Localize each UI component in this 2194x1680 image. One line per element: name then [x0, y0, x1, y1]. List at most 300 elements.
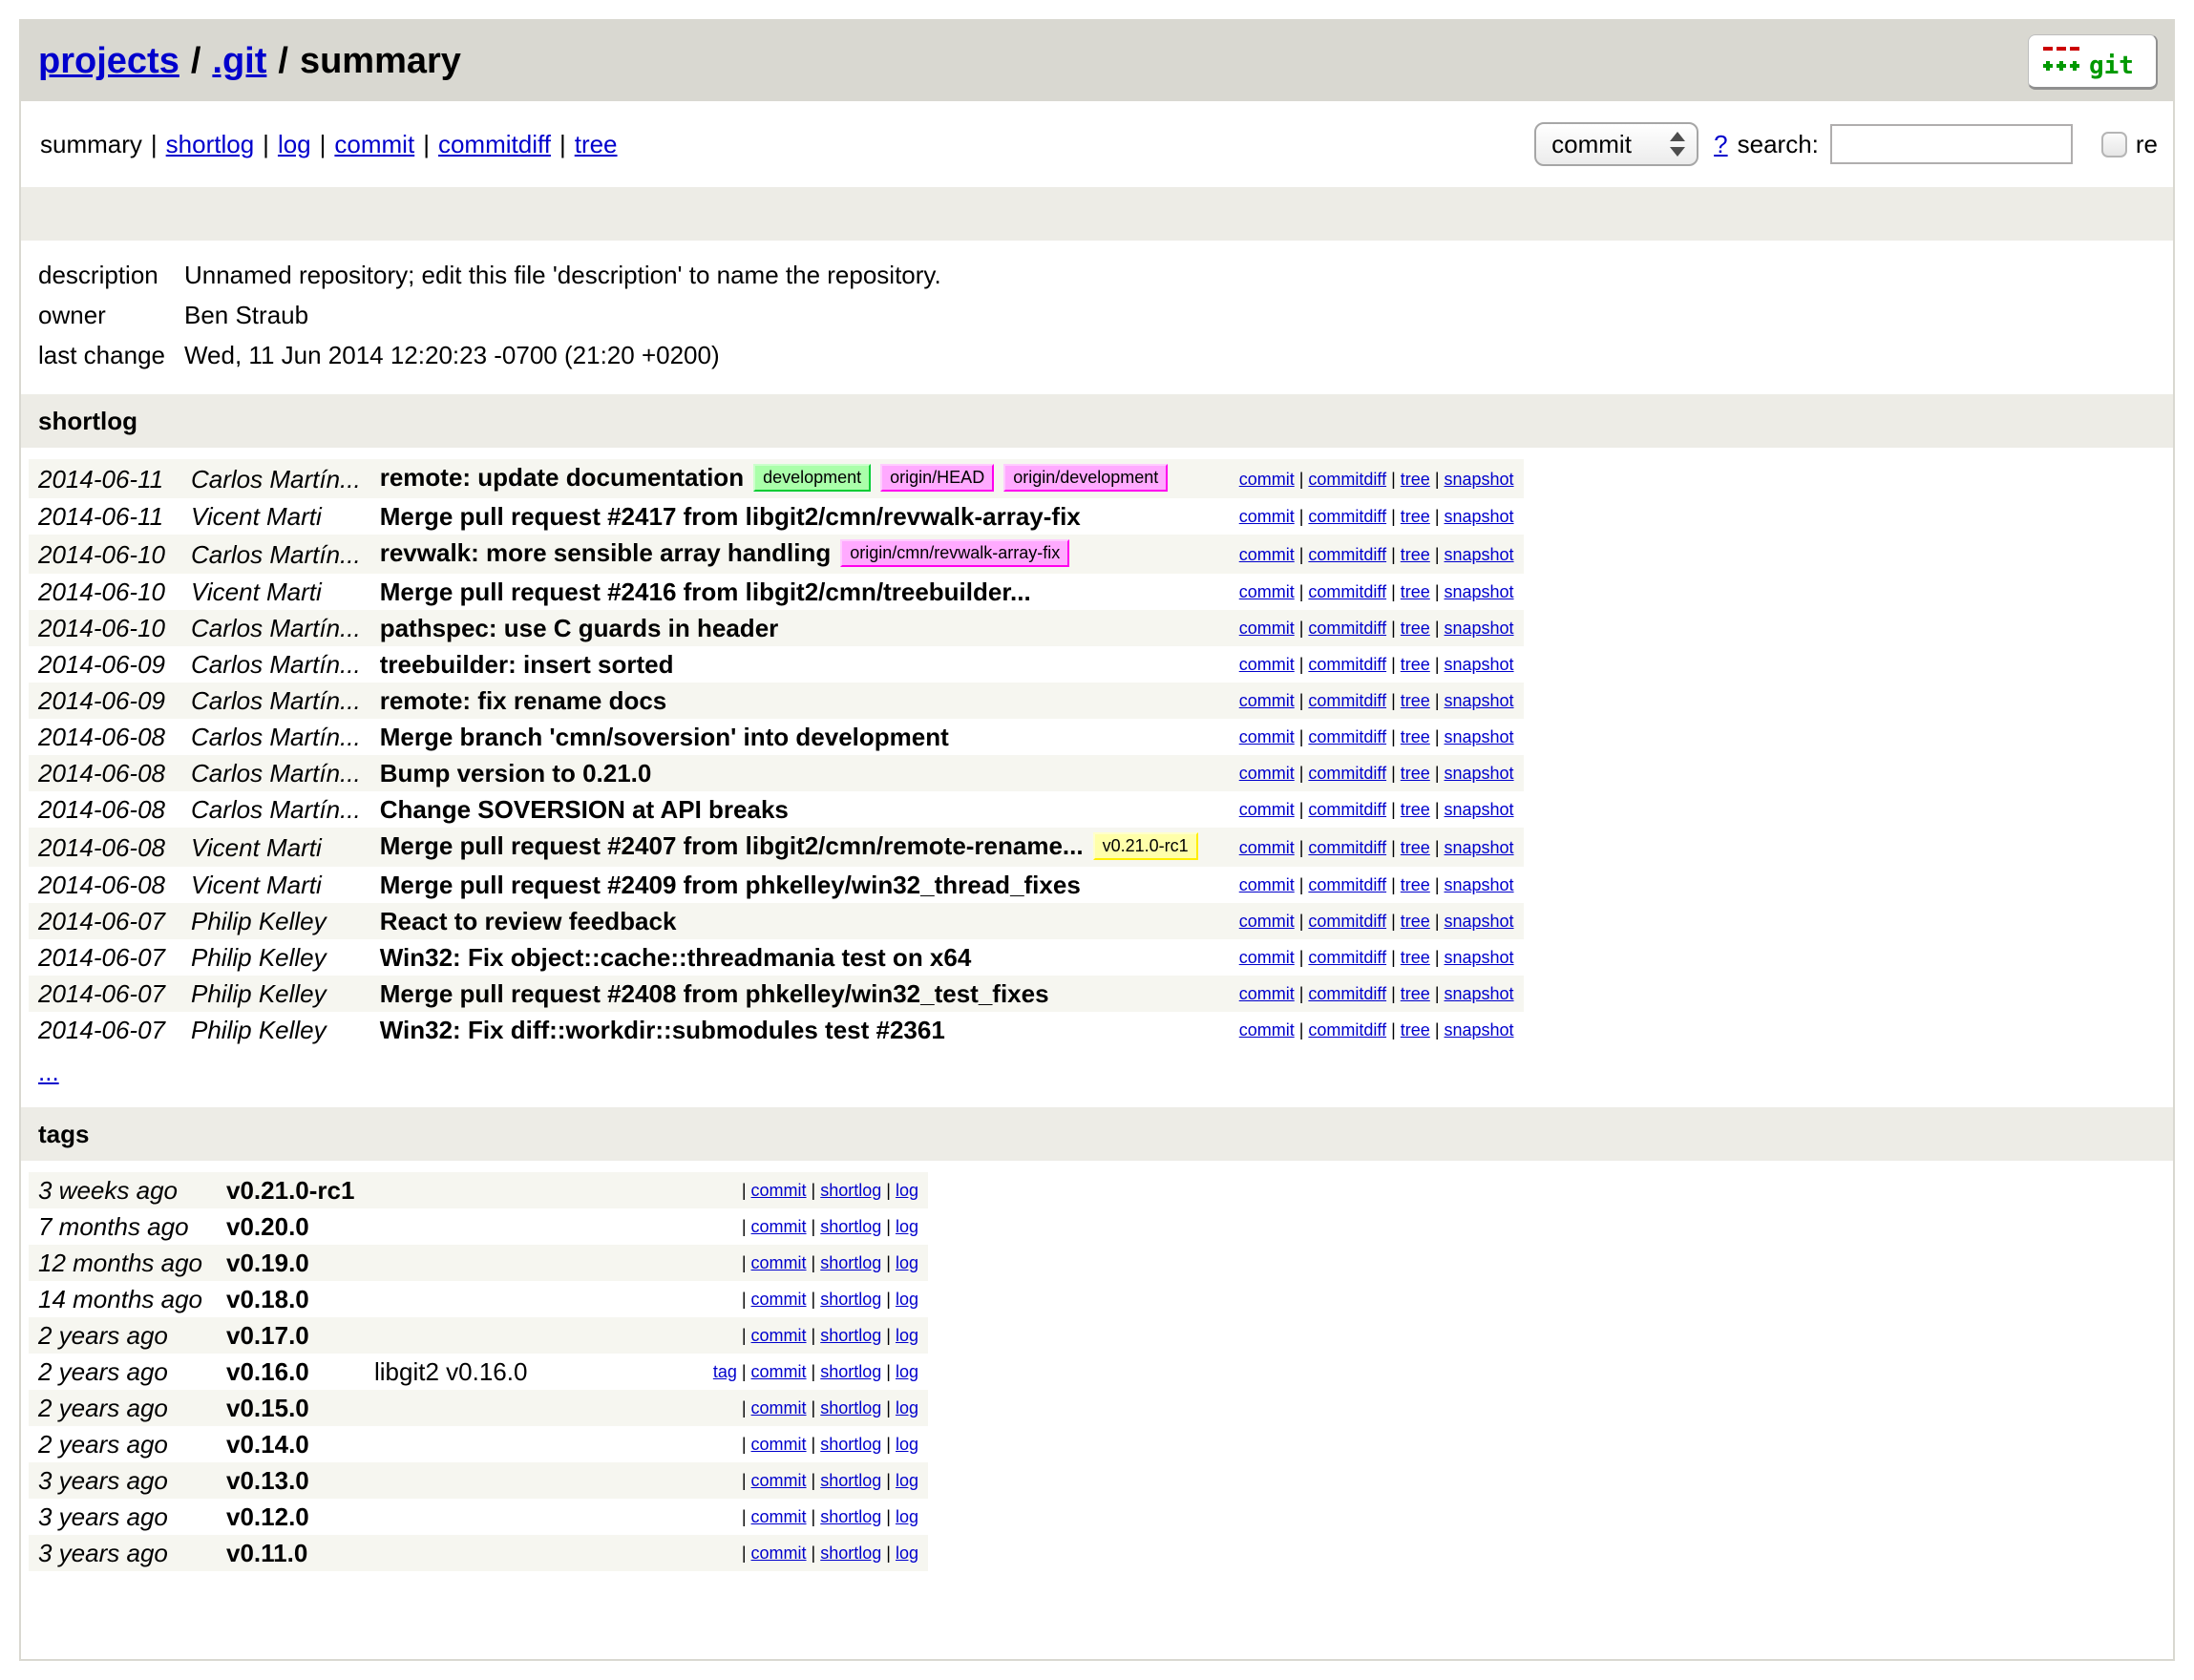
row-action-snapshot[interactable]: snapshot: [1444, 984, 1514, 1003]
commit-author: Carlos Martín...: [191, 539, 361, 569]
action-separator: |: [741, 1181, 747, 1200]
tag-comment-link[interactable]: libgit2 v0.16.0: [374, 1357, 528, 1386]
row-action-tree[interactable]: tree: [1400, 1020, 1430, 1040]
commit-author: Philip Kelley: [191, 943, 327, 972]
commit-subject-link[interactable]: treebuilder: insert sorted: [379, 650, 674, 679]
tag-name-cell: [217, 1426, 365, 1462]
action-separator: |: [1298, 507, 1304, 526]
nav-item-summary: summary: [40, 129, 142, 158]
tag-name-link[interactable]: v0.12.0: [226, 1502, 309, 1531]
regexp-checkbox[interactable]: [2101, 132, 2127, 158]
row-action-snapshot[interactable]: snapshot: [1444, 507, 1514, 526]
commit-message-cell: [370, 459, 1230, 498]
commit-date: 2014-06-10: [38, 539, 165, 569]
shortlog-row: [29, 610, 1524, 646]
tag-comment-cell: [365, 1535, 689, 1571]
tag-actions: [689, 1172, 928, 1208]
tag-row: [29, 1172, 928, 1208]
action-separator: |: [886, 1471, 891, 1490]
action-separator: |: [1298, 1020, 1304, 1040]
commit-actions: [1230, 828, 1524, 867]
info-label-last-change: last change: [38, 341, 165, 369]
tag-name-cell: [217, 1462, 365, 1499]
commit-author: Vicent Marti: [191, 502, 322, 531]
tag-action-commit[interactable]: commit: [750, 1544, 807, 1563]
tag-name-link[interactable]: v0.19.0: [226, 1249, 309, 1277]
row-action-tree[interactable]: tree: [1400, 912, 1430, 931]
commit-message-cell: [370, 903, 1230, 939]
breadcrumb-item-git[interactable]: .git: [212, 40, 267, 81]
action-separator: |: [1298, 655, 1304, 674]
shortlog-row: [29, 1012, 1524, 1048]
tag-name-link[interactable]: v0.13.0: [226, 1466, 309, 1495]
tag-action-commit[interactable]: commit: [750, 1507, 807, 1526]
action-separator: |: [1298, 912, 1304, 931]
tag-action-shortlog[interactable]: shortlog: [820, 1544, 882, 1563]
shortlog-row: [29, 939, 1524, 976]
repo-info-row-owner: [29, 295, 951, 335]
action-separator: |: [811, 1326, 816, 1345]
tag-action-log[interactable]: log: [895, 1362, 918, 1381]
ref-badge-remote[interactable]: origin/cmn/revwalk-array-fix: [840, 539, 1069, 567]
info-value-owner: Ben Straub: [183, 301, 309, 329]
nav-item-commitdiff[interactable]: commitdiff: [437, 129, 551, 158]
row-action-snapshot[interactable]: snapshot: [1444, 655, 1514, 674]
tags-table: [29, 1172, 928, 1571]
action-separator: |: [1434, 875, 1440, 894]
commit-actions: [1230, 574, 1524, 610]
commit-date: 2014-06-09: [38, 650, 165, 679]
tag-comment-cell: [365, 1172, 689, 1208]
action-separator: |: [1298, 469, 1304, 489]
row-action-commitdiff[interactable]: commitdiff: [1308, 1020, 1387, 1040]
commit-message-cell: [370, 646, 1230, 682]
commit-message-cell: [370, 939, 1230, 976]
action-separator: |: [1434, 800, 1440, 819]
row-action-snapshot[interactable]: snapshot: [1444, 912, 1514, 931]
tag-actions: [689, 1426, 928, 1462]
commit-actions: [1230, 976, 1524, 1012]
tag-action-commit[interactable]: commit: [750, 1362, 807, 1381]
tag-age: 2 years ago: [38, 1321, 168, 1350]
row-action-commitdiff[interactable]: commitdiff: [1308, 800, 1387, 819]
row-action-commitdiff[interactable]: commitdiff: [1308, 507, 1387, 526]
action-separator: |: [886, 1253, 891, 1272]
nav-separator: |: [150, 129, 158, 158]
tag-name-cell: [217, 1245, 365, 1281]
commit-subject-link[interactable]: Merge pull request #2408 from phkelley/win32_test_fixes: [379, 979, 1049, 1008]
commit-author: Philip Kelley: [191, 1016, 327, 1044]
commit-message-cell: [370, 719, 1230, 755]
action-separator: |: [1391, 984, 1396, 1003]
row-action-snapshot[interactable]: snapshot: [1444, 764, 1514, 783]
tag-action-log[interactable]: log: [895, 1471, 918, 1490]
commit-author: Carlos Martín...: [191, 723, 361, 751]
action-separator: |: [1298, 691, 1304, 710]
commit-message-cell: [370, 1012, 1230, 1048]
commit-message-cell: [370, 867, 1230, 903]
row-action-commit[interactable]: commit: [1238, 800, 1295, 819]
ref-badge-tag[interactable]: v0.21.0-rc1: [1093, 832, 1198, 860]
action-separator: |: [811, 1253, 816, 1272]
tag-action-commit[interactable]: commit: [750, 1398, 807, 1418]
action-separator: |: [1298, 764, 1304, 783]
shortlog-row: [29, 498, 1524, 535]
row-action-commitdiff[interactable]: commitdiff: [1308, 691, 1387, 710]
row-action-commit[interactable]: commit: [1238, 691, 1295, 710]
row-action-commitdiff[interactable]: commitdiff: [1308, 875, 1387, 894]
tag-action-shortlog[interactable]: shortlog: [820, 1362, 882, 1381]
breadcrumb-separator: /: [190, 40, 201, 81]
commit-actions: [1230, 459, 1524, 498]
commit-date: 2014-06-08: [38, 759, 165, 788]
commit-subject-link[interactable]: Merge pull request #2417 from libgit2/cmn/revwalk-array-fix: [379, 502, 1081, 531]
nav-item-tree[interactable]: tree: [574, 129, 618, 158]
row-action-tree[interactable]: tree: [1400, 507, 1430, 526]
page-header: [21, 21, 2173, 101]
row-action-tree[interactable]: tree: [1400, 691, 1430, 710]
row-action-commit[interactable]: commit: [1238, 727, 1295, 746]
row-action-snapshot[interactable]: snapshot: [1444, 875, 1514, 894]
tag-action-commit[interactable]: commit: [750, 1471, 807, 1490]
action-separator: |: [741, 1253, 747, 1272]
tag-age: 2 years ago: [38, 1394, 168, 1422]
shortlog-row: [29, 903, 1524, 939]
tag-row: [29, 1281, 928, 1317]
action-separator: |: [741, 1362, 747, 1381]
commit-message-cell: [370, 755, 1230, 791]
tag-name-cell: [217, 1354, 365, 1390]
repo-info: [21, 241, 2173, 394]
action-separator: |: [1391, 544, 1396, 564]
row-action-tree[interactable]: tree: [1400, 984, 1430, 1003]
action-separator: |: [1391, 875, 1396, 894]
row-action-commitdiff[interactable]: commitdiff: [1308, 655, 1387, 674]
nav-item-log[interactable]: log: [277, 129, 311, 158]
commit-actions: [1230, 535, 1524, 574]
tag-action-log[interactable]: log: [895, 1435, 918, 1454]
page-nav: [21, 101, 2173, 187]
tag-row: [29, 1462, 928, 1499]
commit-actions: [1230, 903, 1524, 939]
row-action-snapshot[interactable]: snapshot: [1444, 469, 1514, 489]
tag-action-shortlog[interactable]: shortlog: [820, 1326, 882, 1345]
action-separator: |: [1434, 582, 1440, 601]
action-separator: |: [1434, 837, 1440, 857]
action-separator: |: [1391, 691, 1396, 710]
row-action-tree[interactable]: tree: [1400, 948, 1430, 967]
action-separator: |: [1298, 948, 1304, 967]
action-separator: |: [886, 1507, 891, 1526]
shortlog-row: [29, 646, 1524, 682]
tag-name-cell: [217, 1172, 365, 1208]
tag-name-cell: [217, 1281, 365, 1317]
commit-subject-link[interactable]: Merge pull request #2409 from phkelley/win32_thread_fixes: [379, 871, 1081, 899]
action-separator: |: [741, 1326, 747, 1345]
commit-message-cell: [370, 574, 1230, 610]
commit-actions: [1230, 646, 1524, 682]
action-separator: |: [741, 1217, 747, 1236]
commit-date: 2014-06-11: [38, 464, 164, 494]
git-logo-button[interactable]: [2028, 34, 2158, 90]
shortlog-more-row: [29, 1048, 1524, 1098]
row-action-tree[interactable]: tree: [1400, 875, 1430, 894]
tag-comment-cell: [365, 1354, 689, 1390]
tag-action-commit[interactable]: commit: [750, 1217, 807, 1236]
tag-comment-cell: [365, 1462, 689, 1499]
tag-action-commit[interactable]: commit: [750, 1181, 807, 1200]
row-action-commit[interactable]: commit: [1238, 655, 1295, 674]
tag-action-commit[interactable]: commit: [750, 1435, 807, 1454]
tag-name-link[interactable]: v0.14.0: [226, 1430, 309, 1459]
regexp-label: re: [2135, 129, 2158, 158]
row-action-commitdiff[interactable]: commitdiff: [1308, 984, 1387, 1003]
row-action-tree[interactable]: tree: [1400, 727, 1430, 746]
action-separator: |: [741, 1507, 747, 1526]
action-separator: |: [811, 1435, 816, 1454]
row-action-commitdiff[interactable]: commitdiff: [1308, 727, 1387, 746]
commit-subject-link[interactable]: Change SOVERSION at API breaks: [379, 795, 789, 824]
breadcrumb-item-summary: summary: [299, 40, 461, 81]
row-action-snapshot[interactable]: snapshot: [1444, 800, 1514, 819]
tag-action-shortlog[interactable]: shortlog: [820, 1253, 882, 1272]
tag-name-link[interactable]: v0.20.0: [226, 1212, 309, 1241]
row-action-snapshot[interactable]: snapshot: [1444, 1020, 1514, 1040]
commit-actions: [1230, 939, 1524, 976]
tag-age: 2 years ago: [38, 1430, 168, 1459]
tag-age: 3 years ago: [38, 1466, 168, 1495]
tag-action-commit[interactable]: commit: [750, 1326, 807, 1345]
ref-badge-head[interactable]: development: [753, 464, 871, 492]
row-action-tree[interactable]: tree: [1400, 619, 1430, 638]
tag-action-log[interactable]: log: [895, 1326, 918, 1345]
tag-actions: [689, 1354, 928, 1390]
breadcrumb-separator: /: [278, 40, 288, 81]
row-action-commitdiff[interactable]: commitdiff: [1308, 544, 1387, 564]
row-action-tree[interactable]: tree: [1400, 764, 1430, 783]
row-action-tree[interactable]: tree: [1400, 837, 1430, 857]
action-separator: |: [1391, 619, 1396, 638]
commit-date: 2014-06-08: [38, 871, 165, 899]
info-label-owner: owner: [38, 301, 106, 329]
row-action-commit[interactable]: commit: [1238, 948, 1295, 967]
action-separator: |: [886, 1362, 891, 1381]
search-help-link[interactable]: ?: [1714, 129, 1728, 158]
commit-message-cell: [370, 535, 1230, 574]
tag-row: [29, 1317, 928, 1354]
row-action-commit[interactable]: commit: [1238, 507, 1295, 526]
row-action-snapshot[interactable]: snapshot: [1444, 837, 1514, 857]
tag-name-link[interactable]: v0.11.0: [226, 1539, 308, 1567]
tag-name-link[interactable]: v0.16.0: [226, 1357, 309, 1386]
tag-action-shortlog[interactable]: shortlog: [820, 1507, 882, 1526]
tag-name-link[interactable]: v0.15.0: [226, 1394, 309, 1422]
commit-message-cell: [370, 976, 1230, 1012]
commit-subject-link[interactable]: revwalk: more sensible array handling: [379, 538, 832, 567]
action-separator: |: [1434, 764, 1440, 783]
commit-subject-link[interactable]: Win32: Fix object::cache::threadmania test on x64: [379, 943, 972, 972]
commit-actions: [1230, 1012, 1524, 1048]
section-title-tags[interactable]: tags: [21, 1107, 2173, 1161]
tag-object-link[interactable]: tag: [712, 1362, 737, 1381]
row-action-commitdiff[interactable]: commitdiff: [1308, 912, 1387, 931]
action-separator: |: [1434, 912, 1440, 931]
commit-subject-link[interactable]: Merge pull request #2407 from libgit2/cmn/remote-rename...: [379, 831, 1084, 860]
tag-comment-cell: [365, 1317, 689, 1354]
repo-info-row-description: [29, 255, 951, 295]
commit-author: Carlos Martín...: [191, 795, 361, 824]
tag-action-shortlog[interactable]: shortlog: [820, 1290, 882, 1309]
shortlog-row: [29, 791, 1524, 828]
action-separator: |: [1298, 837, 1304, 857]
action-separator: |: [1434, 469, 1440, 489]
shortlog-more-link[interactable]: ...: [38, 1058, 59, 1086]
commit-subject-link[interactable]: pathspec: use C guards in header: [379, 614, 779, 642]
commit-date: 2014-06-07: [38, 907, 165, 935]
tag-name-link[interactable]: v0.18.0: [226, 1285, 309, 1313]
section-title-shortlog[interactable]: shortlog: [21, 394, 2173, 448]
tag-actions: [689, 1281, 928, 1317]
row-action-tree[interactable]: tree: [1400, 655, 1430, 674]
action-separator: |: [886, 1544, 891, 1563]
action-separator: |: [1434, 544, 1440, 564]
action-separator: |: [1298, 727, 1304, 746]
tag-action-shortlog[interactable]: shortlog: [820, 1435, 882, 1454]
action-separator: |: [811, 1398, 816, 1418]
commit-date: 2014-06-08: [38, 832, 165, 862]
row-action-commit[interactable]: commit: [1238, 912, 1295, 931]
summary-title-bar[interactable]: [21, 187, 2173, 241]
action-separator: |: [1391, 469, 1396, 489]
row-action-tree[interactable]: tree: [1400, 800, 1430, 819]
tag-age: 3 years ago: [38, 1539, 168, 1567]
row-action-commitdiff[interactable]: commitdiff: [1308, 837, 1387, 857]
search-scope-select[interactable]: [1534, 122, 1698, 166]
action-separator: |: [1434, 691, 1440, 710]
action-separator: |: [1434, 507, 1440, 526]
commit-subject-link[interactable]: React to review feedback: [379, 907, 677, 935]
row-action-snapshot[interactable]: snapshot: [1444, 619, 1514, 638]
tag-action-log[interactable]: log: [895, 1290, 918, 1309]
tag-comment-cell: [365, 1390, 689, 1426]
row-action-commit[interactable]: commit: [1238, 837, 1295, 857]
commit-author: Carlos Martín...: [191, 464, 361, 494]
row-action-commitdiff[interactable]: commitdiff: [1308, 619, 1387, 638]
commit-subject-link[interactable]: remote: update documentation: [379, 463, 745, 492]
search-input[interactable]: [1830, 124, 2073, 164]
tag-action-log[interactable]: log: [895, 1544, 918, 1563]
row-action-commitdiff[interactable]: commitdiff: [1308, 469, 1387, 489]
row-action-snapshot[interactable]: snapshot: [1444, 948, 1514, 967]
row-action-commit[interactable]: commit: [1238, 984, 1295, 1003]
info-label-description: description: [38, 261, 158, 289]
action-separator: |: [1298, 582, 1304, 601]
tag-action-commit[interactable]: commit: [750, 1290, 807, 1309]
tag-action-shortlog[interactable]: shortlog: [820, 1217, 882, 1236]
tag-action-shortlog[interactable]: shortlog: [820, 1181, 882, 1200]
action-separator: |: [1434, 984, 1440, 1003]
page: [19, 19, 2175, 1661]
row-action-snapshot[interactable]: snapshot: [1444, 582, 1514, 601]
row-action-commit[interactable]: commit: [1238, 544, 1295, 564]
nav-separator: |: [263, 129, 269, 158]
row-action-commitdiff[interactable]: commitdiff: [1308, 764, 1387, 783]
tag-actions: [689, 1245, 928, 1281]
tag-row: [29, 1208, 928, 1245]
ref-badge-remote[interactable]: origin/HEAD: [880, 464, 994, 492]
row-action-tree[interactable]: tree: [1400, 544, 1430, 564]
tag-action-log[interactable]: log: [895, 1217, 918, 1236]
tag-action-log[interactable]: log: [895, 1181, 918, 1200]
row-action-commit[interactable]: commit: [1238, 764, 1295, 783]
tag-action-commit[interactable]: commit: [750, 1253, 807, 1272]
tag-age: 3 weeks ago: [38, 1176, 178, 1205]
tag-action-log[interactable]: log: [895, 1253, 918, 1272]
commit-subject-link[interactable]: Merge pull request #2416 from libgit2/cmn/treebuilder...: [379, 578, 1031, 606]
row-action-tree[interactable]: tree: [1400, 582, 1430, 601]
action-separator: |: [811, 1362, 816, 1381]
tag-name-cell: [217, 1317, 365, 1354]
select-arrows-icon: [1670, 132, 1685, 157]
tag-name-cell: [217, 1390, 365, 1426]
commit-subject-link[interactable]: Merge branch 'cmn/soversion' into development: [379, 723, 949, 751]
tag-name-cell: [217, 1208, 365, 1245]
tag-action-shortlog[interactable]: shortlog: [820, 1471, 882, 1490]
tag-actions: [689, 1208, 928, 1245]
action-separator: |: [741, 1290, 747, 1309]
row-action-commit[interactable]: commit: [1238, 619, 1295, 638]
row-action-snapshot[interactable]: snapshot: [1444, 544, 1514, 564]
action-separator: |: [741, 1435, 747, 1454]
ref-badge-remote[interactable]: origin/development: [1003, 464, 1168, 492]
commit-date: 2014-06-10: [38, 614, 165, 642]
shortlog-row: [29, 535, 1524, 574]
row-action-snapshot[interactable]: snapshot: [1444, 691, 1514, 710]
row-action-commitdiff[interactable]: commitdiff: [1308, 582, 1387, 601]
shortlog-row: [29, 719, 1524, 755]
nav-item-shortlog[interactable]: shortlog: [165, 129, 255, 158]
repo-info-row-last-change: [29, 335, 951, 375]
row-action-snapshot[interactable]: snapshot: [1444, 727, 1514, 746]
commit-subject-link[interactable]: remote: fix rename docs: [379, 686, 667, 715]
action-separator: |: [811, 1181, 816, 1200]
tag-name-link[interactable]: v0.17.0: [226, 1321, 309, 1350]
commit-subject-link[interactable]: Win32: Fix diff::workdir::submodules test #2361: [379, 1016, 945, 1044]
tag-action-log[interactable]: log: [895, 1507, 918, 1526]
commit-author: Carlos Martín...: [191, 759, 361, 788]
row-action-tree[interactable]: tree: [1400, 469, 1430, 489]
shortlog-row: [29, 459, 1524, 498]
action-separator: |: [886, 1290, 891, 1309]
row-action-commitdiff[interactable]: commitdiff: [1308, 948, 1387, 967]
row-action-commit[interactable]: commit: [1238, 469, 1295, 489]
commit-subject-link[interactable]: Bump version to 0.21.0: [379, 759, 652, 788]
tag-action-log[interactable]: log: [895, 1398, 918, 1418]
action-separator: |: [1391, 507, 1396, 526]
row-action-commit[interactable]: commit: [1238, 1020, 1295, 1040]
info-value-last-change: Wed, 11 Jun 2014 12:20:23 -0700 (21:20 +0200): [183, 341, 720, 369]
commit-actions: [1230, 755, 1524, 791]
row-action-commit[interactable]: commit: [1238, 875, 1295, 894]
tag-name-link[interactable]: v0.21.0-rc1: [226, 1176, 355, 1205]
breadcrumb-item-projects[interactable]: projects: [38, 40, 179, 81]
action-separator: |: [1391, 1020, 1396, 1040]
action-separator: |: [1391, 727, 1396, 746]
commit-author: Carlos Martín...: [191, 650, 361, 679]
tag-action-shortlog[interactable]: shortlog: [820, 1398, 882, 1418]
nav-item-commit[interactable]: commit: [334, 129, 415, 158]
row-action-commit[interactable]: commit: [1238, 582, 1295, 601]
